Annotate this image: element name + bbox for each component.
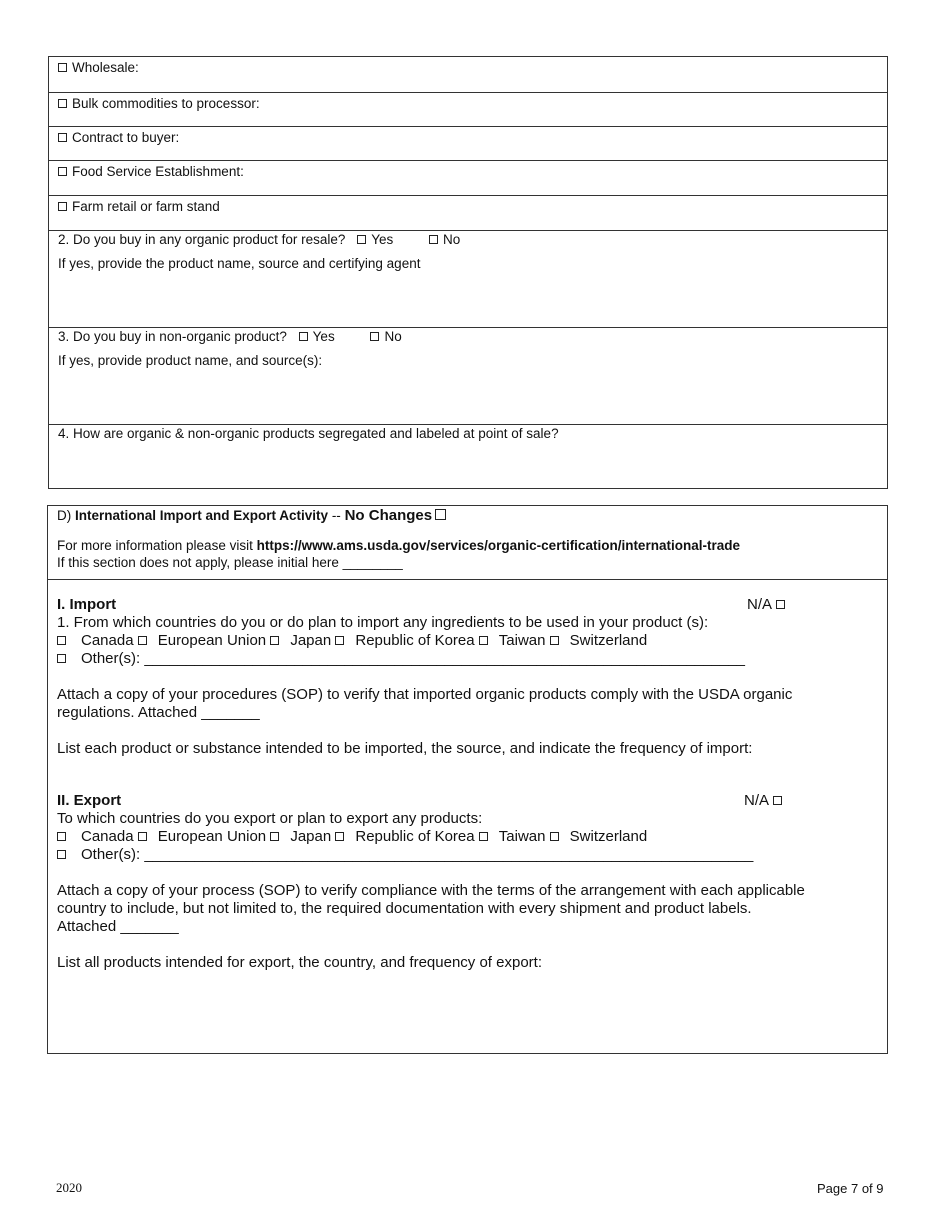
section-d-title: International Import and Export Activity	[75, 508, 329, 523]
country-label: European Union	[157, 828, 267, 845]
export-attach-text-3: Attached _______	[57, 918, 179, 935]
question-4-row	[49, 424, 887, 488]
table-row	[49, 57, 887, 92]
import-question: 1. From which countries do you or do plan to import any ingredients to be used in your product (s):	[57, 614, 709, 631]
checkbox-bulk-commodities[interactable]	[58, 99, 67, 108]
country-label: Taiwan	[498, 632, 546, 649]
checkbox-import-other[interactable]	[57, 654, 66, 663]
question-3-sub: If yes, provide product name, and source(s):	[58, 353, 323, 368]
checkbox-export-switzerland[interactable]	[550, 832, 559, 841]
export-list-text: List all products intended for export, the country, and frequency of export:	[57, 954, 543, 971]
import-list-text: List each product or substance intended to be imported, the source, and indicate the frequency of import:	[57, 740, 753, 757]
question-2-row	[49, 230, 887, 327]
question-3-text: 3. Do you buy in non-organic product?	[58, 329, 287, 344]
country-label: Japan	[290, 632, 332, 649]
initial-line: If this section does not apply, please initial here ________	[57, 555, 403, 570]
export-heading: II. Export	[57, 792, 122, 809]
q2-no-label: No	[442, 232, 461, 247]
country-label: Taiwan	[498, 828, 546, 845]
checkbox-food-service[interactable]	[58, 167, 67, 176]
checkbox-export-japan[interactable]	[270, 832, 279, 841]
q3-yes-label: Yes	[312, 329, 335, 344]
export-na-label: N/A	[744, 792, 769, 809]
checkbox-import-japan[interactable]	[270, 636, 279, 645]
import-na-label: N/A	[747, 596, 772, 613]
checkbox-export-other[interactable]	[57, 850, 66, 859]
checkbox-q2-no[interactable]	[429, 235, 438, 244]
country-label: Canada	[81, 632, 134, 649]
export-countries	[57, 828, 647, 846]
checkbox-export-eu[interactable]	[138, 832, 147, 841]
row-label: Wholesale:	[72, 60, 139, 75]
footer-page-number: Page 7 of 9	[817, 1181, 884, 1196]
table-row	[49, 160, 887, 195]
export-question: To which countries do you export or plan to export any products:	[57, 810, 483, 827]
section-d-prefix: D)	[57, 508, 72, 523]
import-attach-text: Attach a copy of your procedures (SOP) to verify that imported organic products comply with the USDA organic	[57, 686, 793, 703]
country-label: Canada	[81, 828, 134, 845]
row-label: Contract to buyer:	[72, 130, 180, 145]
checkbox-wholesale[interactable]	[58, 63, 67, 72]
row-label: Food Service Establishment:	[72, 164, 244, 179]
table-row	[49, 92, 887, 126]
section-d-box	[47, 505, 888, 1054]
info-url-link[interactable]: https://www.ams.usda.gov/services/organic-certification/international-trade	[256, 538, 740, 553]
country-label: Japan	[290, 828, 332, 845]
checkbox-no-changes[interactable]	[435, 509, 446, 520]
checkbox-q3-yes[interactable]	[299, 332, 308, 341]
checkbox-farm-retail[interactable]	[58, 202, 67, 211]
section-d-header	[48, 506, 887, 579]
checkbox-contract-buyer[interactable]	[58, 133, 67, 142]
country-label: Republic of Korea	[355, 632, 475, 649]
no-changes-label: No Changes	[344, 507, 433, 524]
checkbox-import-canada[interactable]	[57, 636, 66, 645]
question-4-text: 4. How are organic & non-organic products segregated and labeled at point of sale?	[58, 426, 559, 441]
import-other-field[interactable]: Other(s): ________________________________________________________________________	[81, 650, 745, 667]
footer-year: 2020	[56, 1180, 82, 1195]
question-3-row	[49, 327, 887, 424]
sales-channel-table	[48, 56, 888, 489]
info-prefix: For more information please visit	[57, 538, 253, 553]
checkbox-import-korea[interactable]	[335, 636, 344, 645]
country-label: Switzerland	[569, 828, 648, 845]
checkbox-import-eu[interactable]	[138, 636, 147, 645]
table-row	[49, 126, 887, 160]
table-row	[49, 195, 887, 230]
checkbox-q3-no[interactable]	[370, 332, 379, 341]
q3-no-label: No	[384, 329, 402, 344]
country-label: European Union	[157, 632, 267, 649]
checkbox-q2-yes[interactable]	[357, 235, 366, 244]
question-2-text: 2. Do you buy in any organic product for resale?	[58, 232, 346, 247]
checkbox-export-canada[interactable]	[57, 832, 66, 841]
country-label: Switzerland	[569, 632, 648, 649]
checkbox-export-na[interactable]	[773, 796, 782, 805]
checkbox-import-switzerland[interactable]	[550, 636, 559, 645]
export-attach-text-1: Attach a copy of your process (SOP) to verify compliance with the terms of the arrangement with each applicable	[57, 882, 805, 899]
q2-yes-label: Yes	[371, 232, 394, 247]
import-heading: I. Import	[57, 596, 117, 613]
row-label: Bulk commodities to processor:	[72, 96, 260, 111]
checkbox-export-taiwan[interactable]	[479, 832, 488, 841]
section-d-dash: --	[331, 508, 341, 523]
checkbox-export-korea[interactable]	[335, 832, 344, 841]
checkbox-import-na[interactable]	[776, 600, 785, 609]
export-other-field[interactable]: Other(s): _________________________________________________________________________	[81, 846, 754, 863]
row-label: Farm retail or farm stand	[72, 199, 220, 214]
export-attach-text-2: country to include, but not limited to, the required documentation with every shipment and product labels.	[57, 900, 752, 917]
import-export-body	[48, 579, 887, 1053]
country-label: Republic of Korea	[355, 828, 475, 845]
checkbox-import-taiwan[interactable]	[479, 636, 488, 645]
import-attach-text-2: regulations. Attached _______	[57, 704, 260, 721]
question-2-sub: If yes, provide the product name, source and certifying agent	[58, 256, 421, 271]
import-countries	[57, 632, 647, 650]
